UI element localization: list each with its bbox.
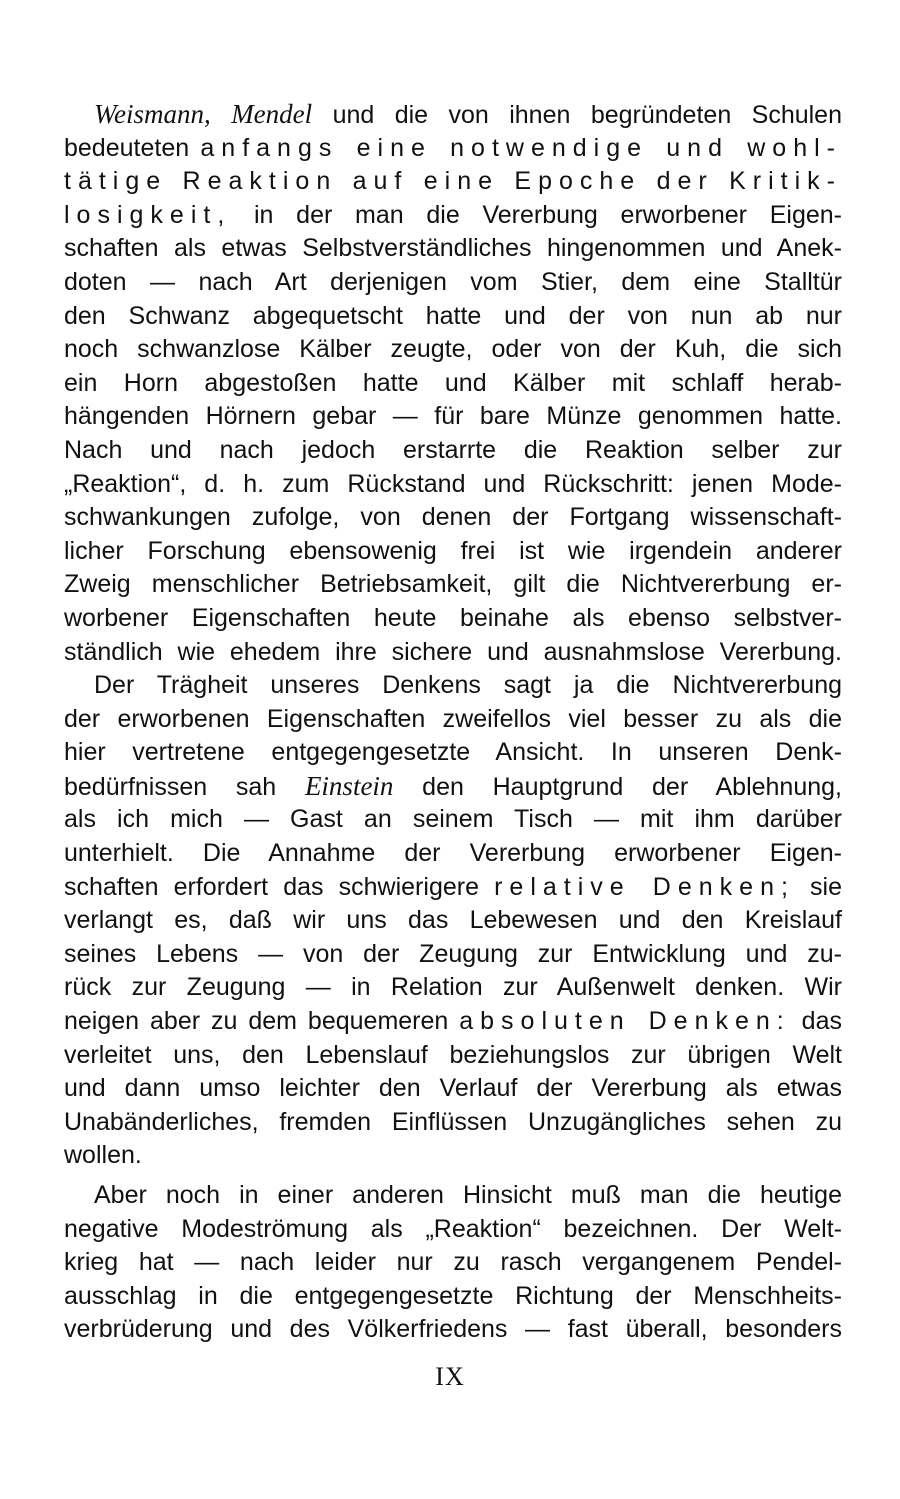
text-line: unterhielt. Die Annahme der Vererbung erworbener Eigen- (64, 839, 842, 868)
text-line: krieg hat — nach leider nur zu rasch vergangenem Pendel- (64, 1248, 842, 1277)
text-line: und dann umso leichter den Verlauf der Vererbung als etwas (64, 1074, 842, 1103)
spaced-emphasis: absoluten Denken: (459, 1007, 791, 1036)
text-line: rück zur Zeugung — in Relation zur Außenwelt denken. Wir (64, 973, 842, 1002)
spaced-emphasis: losigkeit, (64, 200, 232, 229)
text-line: Der Trägheit unseres Denkens sagt ja die Nichtvererbung (94, 671, 842, 700)
text-line: tätige Reaktion auf eine Epoche der Kritik- (64, 167, 842, 196)
text-line: neigen aber zu dem bequemeren absoluten Denken: das (64, 1007, 842, 1036)
paragraph-1 (64, 98, 842, 669)
text-line: den Schwanz abgequetscht hatte und der von nun ab nur (64, 301, 842, 330)
text-line: schaften als etwas Selbstverständliches hingenommen und Anek- (64, 234, 842, 263)
name-weismann: Weismann, (94, 99, 211, 129)
name-einstein: Einstein (304, 770, 394, 801)
text-line: ein Horn abgestoßen hatte und Kälber mit schlaff herab- (64, 368, 842, 397)
text-line: verbrüderung und des Völkerfriedens — fast überall, besonders (64, 1315, 842, 1344)
text-line: als ich mich — Gast an seinem Tisch — mit ihm darüber (64, 805, 842, 834)
text-line: noch schwanzlose Kälber zeugte, oder von der Kuh, die sich (64, 335, 842, 364)
name-mendel: Mendel (231, 99, 313, 129)
spaced-emphasis: anfangs eine notwendige und wohl- (200, 133, 842, 162)
paragraph-3 (64, 1179, 842, 1347)
text-line: Nach und nach jedoch erstarrte die Reaktion selber zur (64, 435, 842, 464)
text-line: seines Lebens — von der Zeugung zur Entwicklung und zu- (64, 939, 842, 968)
spaced-emphasis: relative Denken; (494, 872, 795, 901)
text-line: Weismann, Mendel und die von ihnen begründeten Schulen (94, 99, 842, 129)
text-line: losigkeit, in der man die Vererbung erworbener Eigen- (64, 200, 842, 229)
text-line: bedürfnissen sah Einstein den Hauptgrund der Ablehnung, (64, 770, 842, 801)
paragraph-2 (64, 669, 842, 1173)
text-line: verlangt es, daß wir uns das Lebewesen und den Kreislauf (64, 906, 842, 935)
text-line: der erworbenen Eigenschaften zweifellos viel besser zu als die (64, 704, 842, 733)
text-line: Zweig menschlicher Betriebsamkeit, gilt die Nichtvererbung er- (64, 570, 842, 599)
text-line: negative Modeströmung als „Reaktion“ bezeichnen. Der Welt- (64, 1214, 842, 1243)
text-line: ständlich wie ehedem ihre sichere und ausnahmslose Vererbung. (64, 637, 842, 666)
text-line: schaften erfordert das schwierigere relative Denken; sie (64, 872, 842, 901)
text-line: bedeuteten anfangs eine notwendige und wohl- (64, 133, 842, 162)
text-line: licher Forschung ebensowenig frei ist wie irgendein anderer (64, 536, 842, 565)
text-line: doten — nach Art derjenigen vom Stier, dem eine Stalltür (64, 267, 842, 296)
text-line: schwankungen zufolge, von denen der Fortgang wissenschaft- (64, 503, 842, 532)
text-line: ausschlag in die entgegengesetzte Richtung der Menschheits- (64, 1281, 842, 1310)
text-line: worbener Eigenschaften heute beinahe als ebenso selbstver- (64, 603, 842, 632)
text-line: hängenden Hörnern gebar — für bare Münze genommen hatte. (64, 402, 842, 431)
text-line: „Reaktion“, d. h. zum Rückstand und Rückschritt: jenen Mode- (64, 469, 842, 498)
text-line: wollen. (64, 1141, 142, 1170)
text-line: hier vertretene entgegengesetzte Ansicht. In unseren Denk- (64, 738, 842, 767)
body-text (64, 98, 842, 1347)
text-line: verleitet uns, den Lebenslauf beziehungslos zur übrigen Welt (64, 1040, 842, 1069)
page-number: IX (435, 1362, 465, 1391)
text-line: Aber noch in einer anderen Hinsicht muß man die heutige (94, 1181, 842, 1209)
text-line: Unabänderliches, fremden Einflüssen Unzugängliches sehen zu (64, 1107, 842, 1136)
